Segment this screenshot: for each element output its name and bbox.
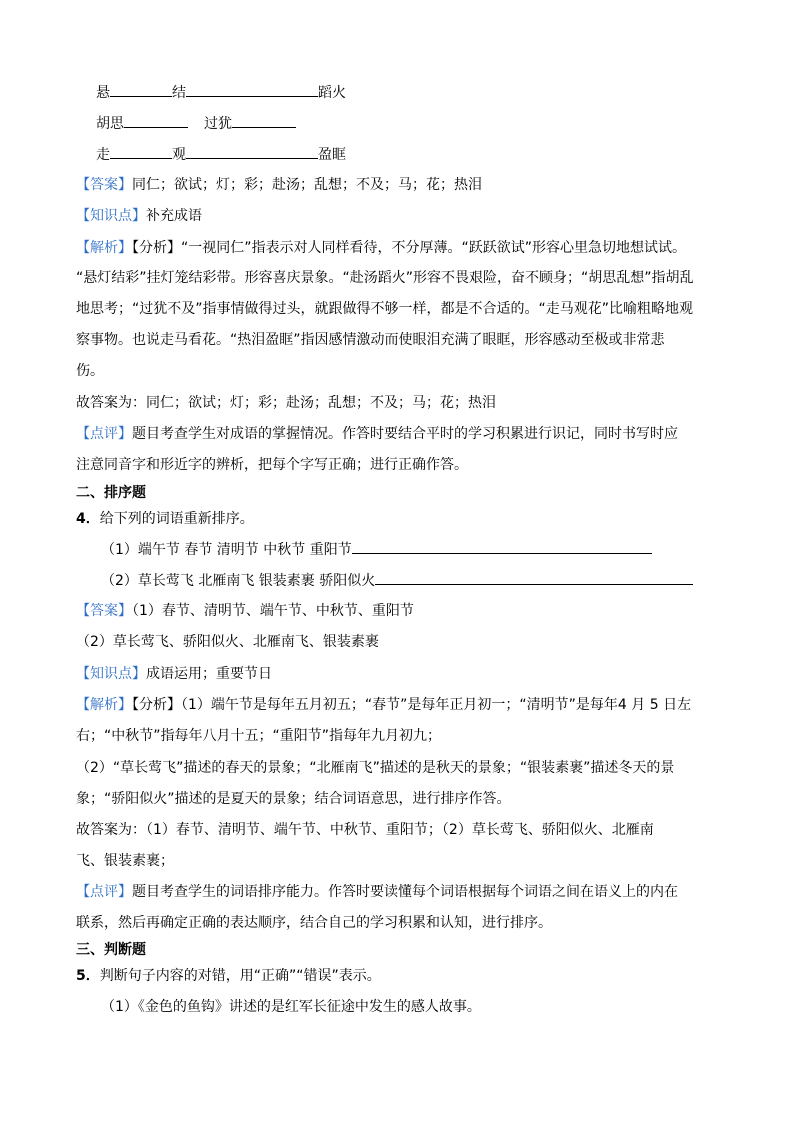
- answer-tag: 【答案】: [76, 177, 132, 193]
- answer-text: （1）春节、清明节、端午节、中秋节、重阳节: [132, 603, 414, 619]
- comment-text: 注意同音字和形近字的辨析，把每个字写正确；进行正确作答。: [76, 457, 468, 473]
- analysis-text: “悬灯结彩”挂灯笼结彩带。形容喜庆景象。“赴汤蹈火”形容不畏艰险，奋不顾身；“胡思乱想”指胡乱: [76, 270, 694, 286]
- question-number: 4．: [76, 511, 100, 527]
- answer-blank[interactable]: [375, 570, 693, 585]
- knowledge-line: [76, 664, 272, 684]
- comment-tag: 【点评】: [76, 426, 132, 442]
- knowledge-text: 成语运用；重要节日: [146, 666, 272, 682]
- analysis-text: 【分析】“一视同仁”指表示对人同样看待，不分厚薄。“跃跃欲试”形容心里急切地想试试。: [132, 240, 687, 256]
- analysis-text: 【分析】（1）端午节是每年五月初五；“春节”是每年正月初一；“清明节”是每年4 月 5 日左: [132, 697, 692, 713]
- fill-row-1: [96, 82, 346, 103]
- answer-line: [76, 601, 414, 621]
- answer-blank[interactable]: [110, 144, 172, 159]
- fill-row-3: [96, 144, 346, 165]
- knowledge-text: 补充成语: [146, 208, 202, 224]
- analysis-text: 右；“中秋节”指每年八月十五；“重阳节”指每年九月初九；: [76, 728, 442, 744]
- question-text: 给下列的词语重新排序。: [99, 511, 254, 527]
- analysis-text: 伤。: [76, 363, 104, 379]
- sort-item-text: （2）草长莺飞 北雁南飞 银装素裹 骄阳似火: [101, 573, 376, 589]
- knowledge-line: [76, 206, 202, 226]
- knowledge-tag: 【知识点】: [76, 208, 146, 224]
- fill-text: 观: [172, 147, 186, 163]
- comment-text: 题目考查学生的词语排序能力。作答时要读懂每个词语根据每个词语之间在语义上的内在: [132, 884, 678, 900]
- fill-row-2: [96, 113, 296, 134]
- sort-item-2: [101, 570, 693, 591]
- fill-text: 结: [172, 85, 186, 101]
- answer-text: 同仁；欲试；灯；彩；赴汤；乱想；不及；马；花；热泪: [132, 177, 482, 193]
- question-text: 判断句子内容的对错，用“正确”“错误”表示。: [99, 968, 381, 984]
- comment-line: [76, 424, 678, 444]
- final-answer: 故答案为：（1）春节、清明节、端午节、中秋节、重阳节；（2）草长莺飞、骄阳似火、北雁南: [76, 822, 654, 838]
- answer-tag: 【答案】: [76, 603, 132, 619]
- fill-text: 过犹: [204, 116, 232, 132]
- answer-blank[interactable]: [110, 82, 172, 97]
- final-answer: 故答案为：同仁；欲试；灯；彩；赴汤；乱想；不及；马；花；热泪: [76, 395, 496, 411]
- analysis-text: 地思考；“过犹不及”指事情做得过头，就跟做得不够一样，都是不合适的。“走马观花”比喻粗略地观: [76, 301, 694, 317]
- question-number: 5．: [76, 968, 100, 984]
- fill-text: 悬: [96, 85, 110, 101]
- knowledge-tag: 【知识点】: [76, 666, 146, 682]
- analysis-text: 象；“骄阳似火”描述的是夏天的景象；结合词语意思，进行排序作答。: [76, 791, 511, 807]
- analysis-line: [76, 238, 686, 258]
- section-title: 三、判断题: [76, 942, 146, 958]
- analysis-tag: 【解析】: [76, 240, 132, 256]
- answer-blank[interactable]: [124, 113, 188, 128]
- comment-text: 题目考查学生对成语的掌握情况。作答时要结合平时的学习积累进行识记，同时书写时应: [132, 426, 678, 442]
- answer-blank[interactable]: [352, 539, 652, 554]
- comment-text: 联系，然后再确定正确的表达顺序，结合自己的学习积累和认知，进行排序。: [76, 915, 552, 931]
- answer-blank[interactable]: [232, 113, 296, 128]
- answer-line: [76, 175, 482, 195]
- analysis-tag: 【解析】: [76, 697, 132, 713]
- answer-blank[interactable]: [186, 82, 318, 97]
- fill-text: 蹈火: [318, 85, 346, 101]
- analysis-text: （2）“草长莺飞”描述的春天的景象；“北雁南飞”描述的是秋天的景象；“银装素裹”描述冬天的景: [76, 760, 675, 776]
- answer-blank[interactable]: [186, 144, 318, 159]
- question-stem: [76, 966, 381, 986]
- analysis-text: 察事物。也说走马看花。“热泪盈眶”指因感情激动而使眼泪充满了眼眶，形容感动至极或非常悲: [76, 332, 665, 348]
- fill-text: 盈眶: [318, 147, 346, 163]
- fill-text: 胡思: [96, 116, 124, 132]
- final-answer: 飞、银装素裹；: [76, 853, 174, 869]
- fill-text: 走: [96, 147, 110, 163]
- section-title: 二、排序题: [76, 485, 146, 501]
- answer-text: （2）草长莺飞、骄阳似火、北雁南飞、银装素裹: [76, 634, 379, 650]
- question-stem: [76, 509, 254, 529]
- sort-item-text: （1）端午节 春节 清明节 中秋节 重阳节: [101, 542, 352, 558]
- comment-tag: 【点评】: [76, 884, 132, 900]
- sort-item-1: [101, 539, 652, 560]
- comment-line: [76, 882, 678, 902]
- analysis-line: [76, 695, 691, 715]
- judge-item-1: （1）《金色的鱼钩》讲述的是红军长征途中发生的感人故事。: [101, 999, 481, 1015]
